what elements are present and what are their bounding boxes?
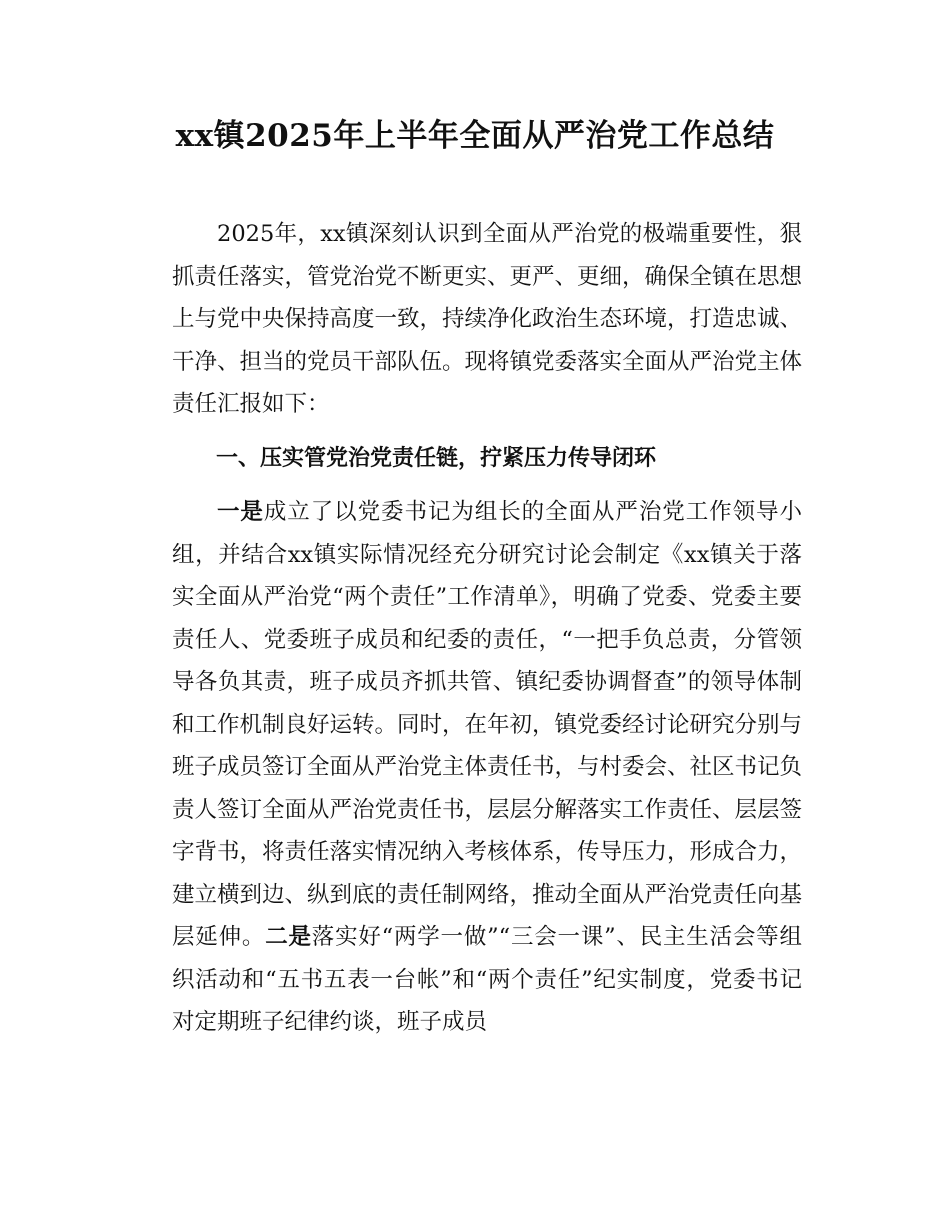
point-one-lead: 一是 xyxy=(217,499,264,525)
intro-paragraph: 2025年，xx镇深刻认识到全面从严治党的极端重要性，狠抓责任落实，管党治党不断更实、更严、更细，确保全镇在思想上与党中央保持高度一致，持续净化政治生态环境，打造忠诚、干净、担当的党员干部队伍。现将镇党委落实全面从严治党主体责任汇报如下： xyxy=(172,221,803,417)
point-two-lead: 二是 xyxy=(265,924,312,950)
section-paragraph xyxy=(172,491,802,1044)
section-heading: 一、压实管党治党责任链，拧紧压力传导闭环 xyxy=(216,445,657,471)
point-one-text: 成立了以党委书记为组长的全面从严治党工作领导小组，并结合xx镇实际情况经充分研究讨论会制定《xx镇关于落实全面从严治党“两个责任”工作清单》，明确了党委、党委主要责任人、党委班子成员和纪委的责任，“一把手负总责，分管领导各负其责，班子成员齐抓共管、镇纪委协调督查”的领导体制和工作机制良好运转。同时，在年初，镇党委经讨论研究分别与班子成员签订全面从严治党主体责任书，与村委会、社区书记负责人签订全面从严治党责任书，层层分解落实工作责任、层层签字背书，将责任落实情况纳入考核体系，传导压力，形成合力，建立横到边、纵到底的责任制网络，推动全面从严治党责任向基层延伸。 xyxy=(172,499,803,950)
document-title: xx镇2025年上半年全面从严治党工作总结 xyxy=(175,118,775,154)
document-body xyxy=(172,213,802,1044)
point-two-text: 落实好“两学一做”“三会一课”、民主生活会等组织活动和“五书五表一台帐”和“两个责任”纪实制度，党委书记对定期班子纪律约谈，班子成员 xyxy=(172,924,802,1035)
